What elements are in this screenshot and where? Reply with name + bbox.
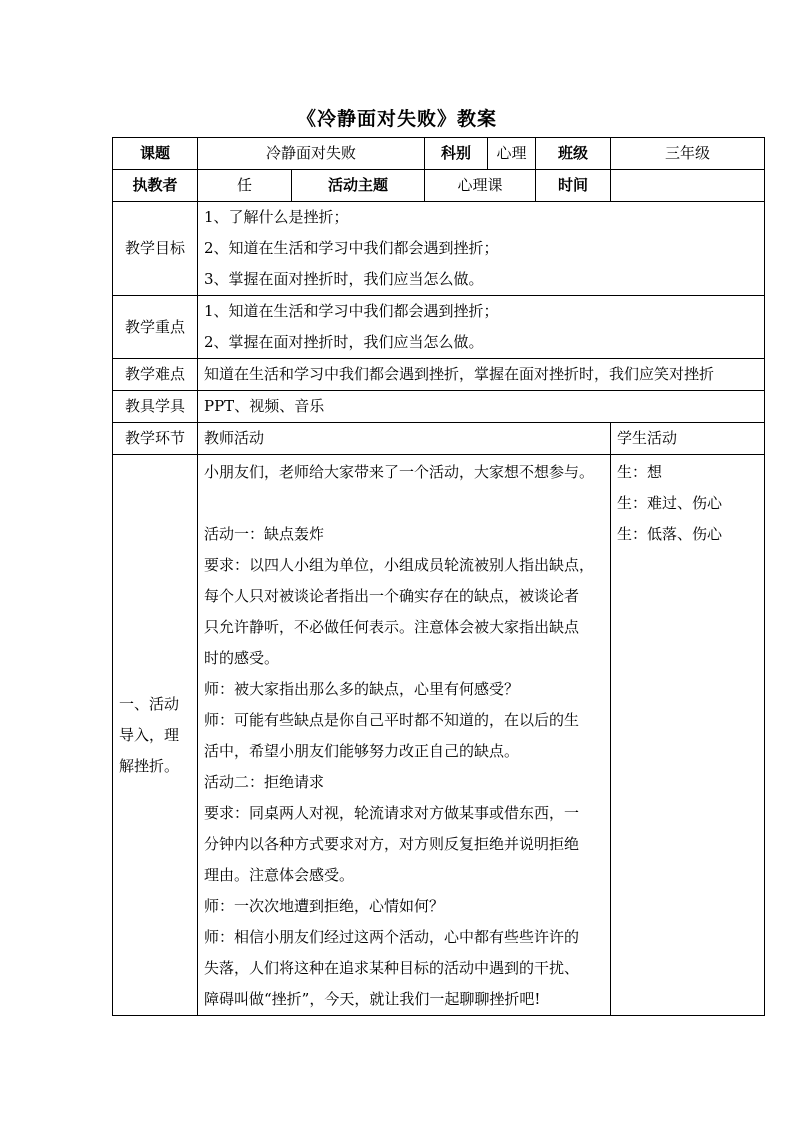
teacher-line-3: 活动一：缺点轰炸 <box>204 525 325 543</box>
materials-text: PPT、视频、音乐 <box>198 391 765 423</box>
goal-item-2: 2、知道在生活和学习中我们都会遇到挫折； <box>204 239 499 257</box>
goal-item-3: 3、掌握在面对挫折时，我们应当怎么做。 <box>204 270 484 288</box>
teacher-line-14: 理由。注意体会感受。 <box>204 866 355 884</box>
teacher-line-7: 时的感受。 <box>204 649 280 667</box>
difficulty-label: 教学难点 <box>113 359 198 391</box>
teacher-line-15: 师：一次次地遭到拒绝，心情如何？ <box>204 897 445 915</box>
focus-label: 教学重点 <box>113 296 198 359</box>
student-activity-header: 学生活动 <box>611 423 765 455</box>
teacher-line-18: 障碍叫做“挫折”，今天，就让我们一起聊聊挫折吧! <box>204 990 541 1008</box>
teacher-line-4: 要求：以四人小组为单位，小组成员轮流被别人指出缺点， <box>204 556 595 574</box>
goals-row <box>113 202 765 296</box>
subject-value: 心理 <box>488 138 536 170</box>
time-label: 时间 <box>536 170 611 202</box>
theme-label: 活动主题 <box>292 170 425 202</box>
stage-line-3: 解挫折。 <box>119 756 180 775</box>
materials-label: 教具学具 <box>113 391 198 423</box>
teacher-line-5: 每个人只对被谈论者指出一个确实存在的缺点，被谈论者 <box>204 587 580 605</box>
teacher-line-17: 失落，人们将这种在追求某种目标的活动中遇到的干扰、 <box>204 959 580 977</box>
time-value <box>611 170 765 202</box>
teacher-line-10: 活中，希望小朋友们能够努力改正自己的缺点。 <box>204 742 520 760</box>
teacher-line-8: 师：被大家指出那么多的缺点，心里有何感受？ <box>204 680 520 698</box>
stage-line-1: 一、活动 <box>119 694 180 713</box>
section1-row <box>113 455 765 1016</box>
focus-row <box>113 296 765 359</box>
goals-content <box>198 202 765 296</box>
student-line-1: 生：想 <box>617 463 663 481</box>
focus-item-2: 2、掌握在面对挫折时，我们应当怎么做。 <box>204 333 484 351</box>
page-title: 《冷静面对失败》教案 <box>296 108 497 130</box>
goals-label: 教学目标 <box>113 202 198 296</box>
topic-value: 冷静面对失败 <box>198 138 425 170</box>
teacher-line-11: 活动二：拒绝请求 <box>204 773 325 791</box>
focus-item-1: 1、知道在生活和学习中我们都会遇到挫折； <box>204 302 499 320</box>
difficulty-text: 知道在生活和学习中我们都会遇到挫折，掌握在面对挫折时，我们应笑对挫折 <box>198 359 765 391</box>
section1-stage <box>113 455 198 1016</box>
theme-value: 心理课 <box>425 170 536 202</box>
teacher-label: 执教者 <box>113 170 198 202</box>
difficulty-row <box>113 359 765 391</box>
section1-student-activity <box>611 455 765 1016</box>
teacher-value: 任 <box>198 170 292 202</box>
teacher-activity-header: 教师活动 <box>198 423 611 455</box>
focus-content <box>198 296 765 359</box>
materials-row <box>113 391 765 423</box>
teacher-line-13: 分钟内以各种方式要求对方，对方则反复拒绝并说明拒绝 <box>204 835 580 853</box>
teacher-line-blank <box>204 488 604 519</box>
teacher-line-16: 师：相信小朋友们经过这两个活动，心中都有些些许许的 <box>204 928 580 946</box>
goal-item-1: 1、了解什么是挫折； <box>204 208 349 226</box>
teacher-line-12: 要求：同桌两人对视，轮流请求对方做某事或借东西，一 <box>204 804 580 822</box>
header-row-2 <box>113 170 765 202</box>
subject-label: 科别 <box>425 138 488 170</box>
stage-line-2: 导入，理 <box>119 725 180 744</box>
teacher-line-6: 只允许静听，不必做任何表示。注意体会被大家指出缺点 <box>204 618 580 636</box>
process-header-row <box>113 423 765 455</box>
student-line-2: 生：难过、伤心 <box>617 494 723 512</box>
lesson-plan-table <box>112 137 765 1016</box>
class-label: 班级 <box>536 138 611 170</box>
stage-header: 教学环节 <box>113 423 198 455</box>
topic-label: 课题 <box>113 138 198 170</box>
student-line-3: 生：低落、伤心 <box>617 525 723 543</box>
section1-teacher-activity <box>198 455 611 1016</box>
teacher-line-1: 小朋友们，老师给大家带来了一个活动，大家想不想参与。 <box>204 463 595 481</box>
class-value: 三年级 <box>611 138 765 170</box>
teacher-line-9: 师：可能有些缺点是你自己平时都不知道的，在以后的生 <box>204 711 580 729</box>
header-row-1 <box>113 138 765 170</box>
